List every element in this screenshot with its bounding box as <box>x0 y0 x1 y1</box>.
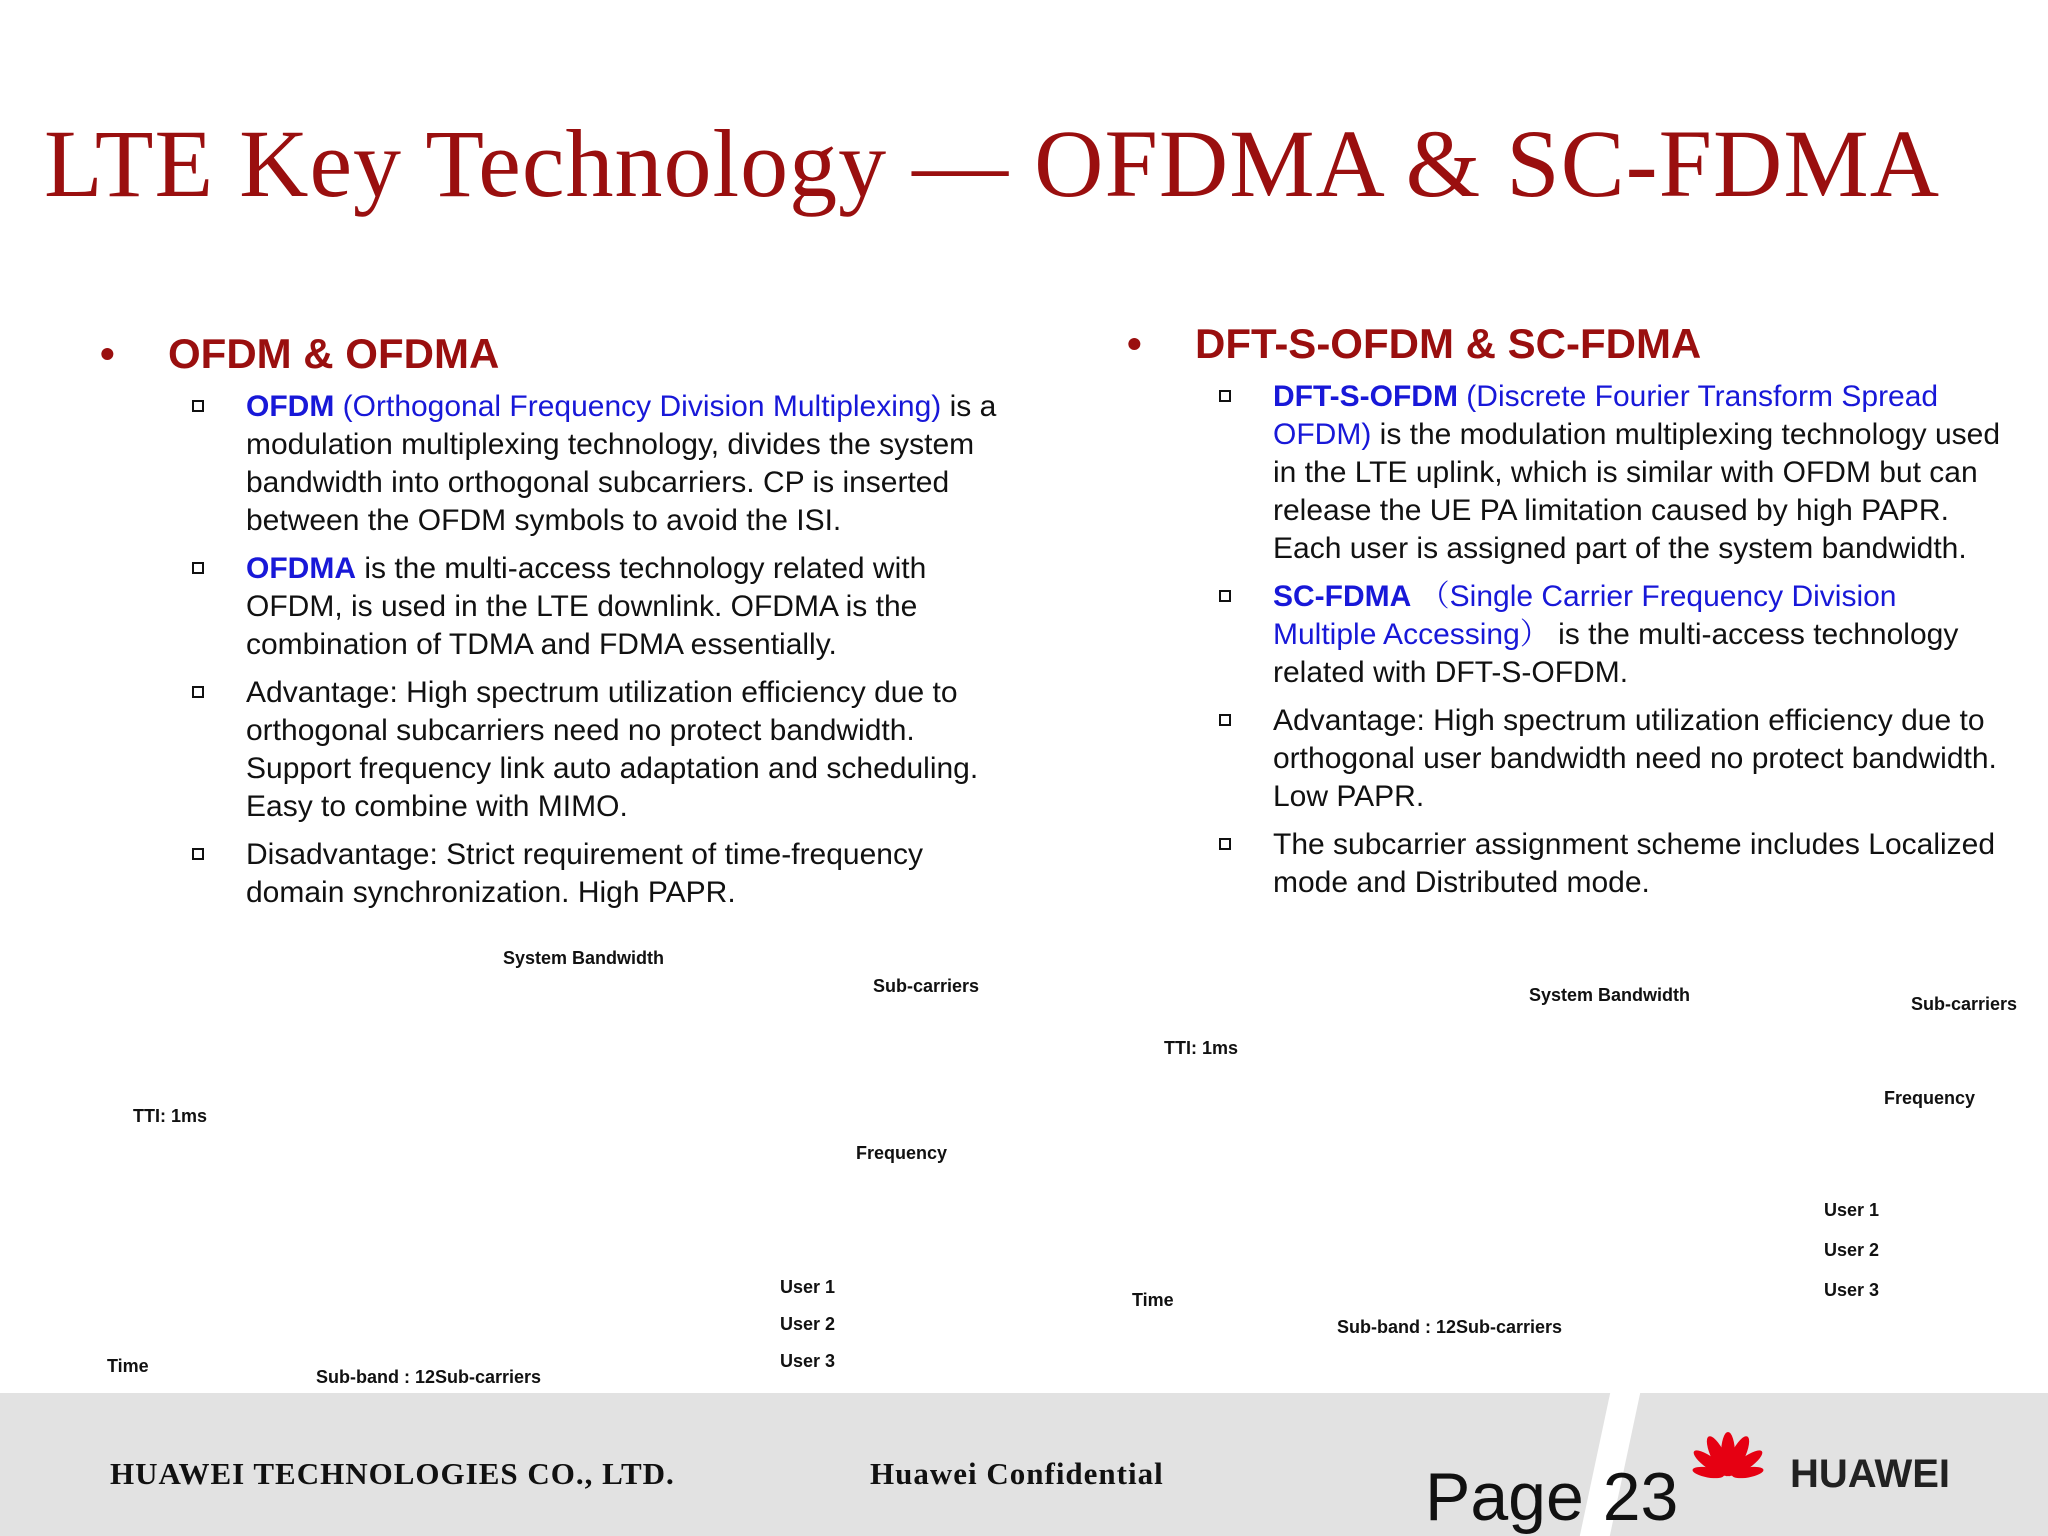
square-bullet-icon <box>1219 714 1231 726</box>
item-text: Advantage: High spectrum utilization efficiency due to orthogonal subcarriers need no protect bandwidth. Support frequency link auto adaptation and scheduling. Easy to combine with MIMO. <box>246 676 979 823</box>
diagram-system-bandwidth: System Bandwidth <box>503 948 665 968</box>
square-bullet-icon <box>192 848 204 860</box>
left-column <box>100 330 1000 922</box>
list-item <box>100 836 1000 912</box>
diagram-user-3: User 3 <box>1824 1280 1880 1300</box>
diagram-time: Time <box>1132 1290 1174 1310</box>
item-text: is the multi-access technology related with OFDM, is used in the LTE downlink. OFDMA is the combination of TDMA and FDMA essentially. <box>246 552 927 661</box>
diagram-tti: TTI: 1ms <box>1164 1038 1239 1058</box>
diagram-frequency: Frequency <box>1884 1088 1976 1108</box>
bullet-icon: • <box>100 330 115 377</box>
left-heading-text: OFDM & OFDMA <box>168 330 500 377</box>
right-heading-text: DFT-S-OFDM & SC-FDMA <box>1195 320 1702 367</box>
list-item <box>1127 578 2007 692</box>
list-item <box>100 388 1000 540</box>
item-text: The subcarrier assignment scheme includes Localized mode and Distributed mode. <box>1273 828 1996 899</box>
square-bullet-icon <box>1219 390 1231 402</box>
diagram-tti: TTI: 1ms <box>133 1106 208 1126</box>
right-column <box>1127 320 2007 912</box>
item-text: is a modulation multiplexing technology, divides the system bandwidth into orthogonal subcarriers. CP is inserted between the OFDM symbols to avoid the ISI. <box>246 390 997 537</box>
item-text: Disadvantage: Strict requirement of time-frequency domain synchronization. High PAPR. <box>246 838 923 909</box>
diagram-user-2: User 2 <box>1824 1240 1880 1260</box>
square-bullet-icon <box>192 686 204 698</box>
footer-confidential: Huawei Confidential <box>870 1456 1164 1491</box>
keyword: OFDMA <box>246 552 356 585</box>
diagram-user-1: User 1 <box>1824 1200 1880 1220</box>
list-item <box>1127 378 2007 568</box>
list-item <box>100 550 1000 664</box>
square-bullet-icon <box>192 562 204 574</box>
diagram-frequency: Frequency <box>856 1143 948 1163</box>
huawei-logo-icon <box>1680 1430 1776 1506</box>
diagram-time: Time <box>107 1356 149 1376</box>
diagram-sub-band: Sub-band : 12Sub-carriers <box>316 1367 542 1387</box>
keyword: SC-FDMA <box>1273 580 1412 613</box>
diagram-user-2: User 2 <box>780 1314 836 1334</box>
list-item <box>100 674 1000 826</box>
huawei-logo-text: HUAWEI <box>1790 1452 1950 1496</box>
square-bullet-icon <box>1219 590 1231 602</box>
item-text: Advantage: High spectrum utilization efficiency due to orthogonal user bandwidth need no protect bandwidth. Low PAPR. <box>1273 704 1997 813</box>
slide-title: LTE Key Technology — OFDMA & SC-FDMA <box>44 110 1941 217</box>
keyword: DFT-S-OFDM <box>1273 380 1458 413</box>
diagram-system-bandwidth: System Bandwidth <box>1529 985 1691 1005</box>
item-text: is the multi-access technology related with DFT-S-OFDM. <box>1273 618 1959 689</box>
diagram-user-3: User 3 <box>780 1351 836 1371</box>
diagram-sub-band: Sub-band : 12Sub-carriers <box>1337 1317 1563 1337</box>
expansion: （Single Carrier Frequency Division Multiple Accessing） <box>1273 580 1897 651</box>
diagram-sub-carriers: Sub-carriers <box>873 976 980 996</box>
expansion: (Orthogonal Frequency Division Multiplexing) <box>334 390 942 423</box>
item-text: is the modulation multiplexing technology used in the LTE uplink, which is similar with OFDM but can release the UE PA limitation caused by high PAPR. Each user is assigned part of the system bandwidth. <box>1273 418 2001 565</box>
left-heading <box>100 330 1000 378</box>
list-item <box>1127 826 2007 902</box>
square-bullet-icon <box>192 400 204 412</box>
right-bullet-list <box>1127 378 2007 902</box>
footer-company: HUAWEI TECHNOLOGIES CO., LTD. <box>110 1456 675 1491</box>
expansion: (Discrete Fourier Transform Spread OFDM) <box>1273 380 1939 451</box>
square-bullet-icon <box>1219 838 1231 850</box>
diagram-sub-carriers: Sub-carriers <box>1911 994 2018 1014</box>
right-heading <box>1127 320 2007 368</box>
bullet-icon: • <box>1127 320 1142 367</box>
page-number: Page 23 <box>1425 1459 1679 1535</box>
list-item <box>1127 702 2007 816</box>
left-bullet-list <box>100 388 1000 912</box>
diagram-user-1: User 1 <box>780 1277 836 1297</box>
keyword: OFDM <box>246 390 335 423</box>
